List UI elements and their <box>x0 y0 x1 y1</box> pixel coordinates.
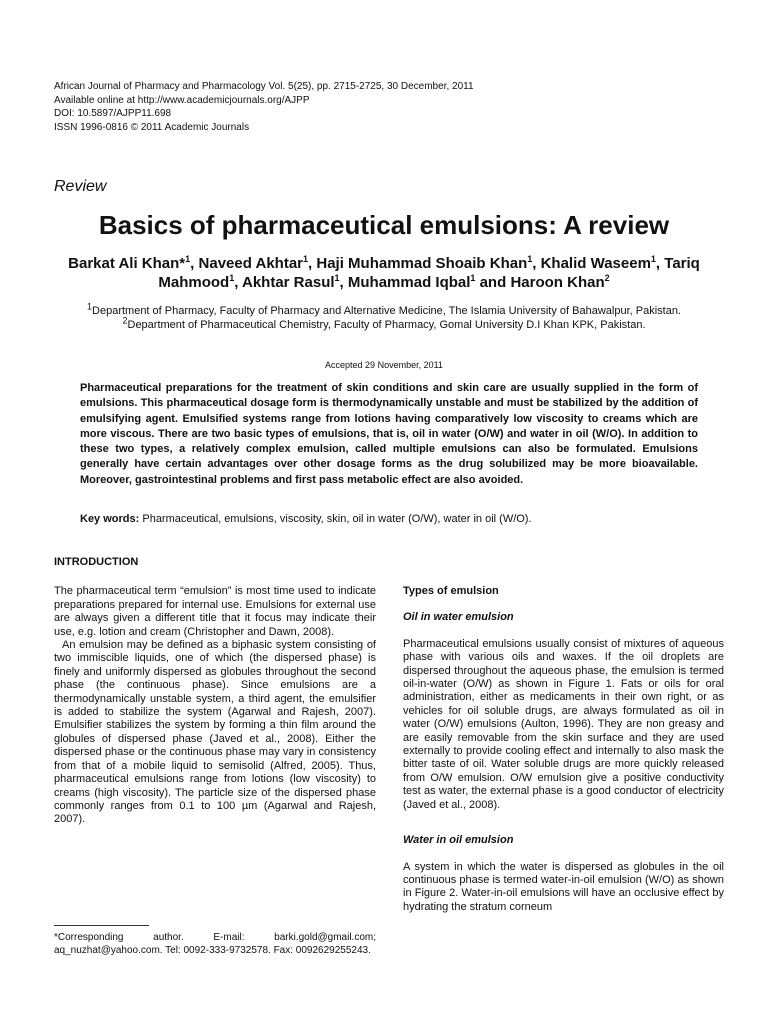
abstract: Pharmaceutical preparations for the treatment of skin conditions and skin care are usually supplied in the form of emulsions. This pharmaceutical dosage form is thermodynamically unstable and must be stabilized by the addition of emulsifying agent. Emulsified systems range from lotions having comparatively low viscosity to creams which are more viscous. There are two basic types of emulsions, that is, oil in water (O/W) and water in oil (W/O). In addition to these two types, a relatively complex emulsion, called multiple emulsions can also be formulated. Emulsions generally have certain advantages over other dosage forms as the drug solubilized may be more bioavailable. Moreover, gastrointestinal problems and first pass metabolic effect are also avoided. <box>80 382 698 486</box>
keywords <box>80 512 698 526</box>
author-affil-sup: 1 <box>185 254 191 264</box>
journal-doi: DOI: 10.5897/AJPP11.698 <box>54 108 172 119</box>
journal-availability: Available online at http://www.academicjournals.org/AJPP <box>54 94 310 106</box>
left-column <box>54 556 376 827</box>
journal-citation: African Journal of Pharmacy and Pharmacology Vol. 5(25), pp. 2715-2725, 30 December, 2011 <box>54 81 474 92</box>
author-name: Muhammad Iqbal <box>347 274 471 291</box>
affiliation-2 <box>70 315 698 332</box>
author-affil-sup: 1 <box>527 254 533 264</box>
affiliation-1 <box>70 301 698 318</box>
accepted-date: Accepted 29 November, 2011 <box>325 360 443 370</box>
types-heading: Types of emulsion <box>403 585 499 597</box>
affiliation-sup: 2 <box>122 315 128 326</box>
author-affil-sup: 1 <box>334 273 340 283</box>
journal-issn: ISSN 1996-0816 © 2011 Academic Journals <box>54 121 250 133</box>
wo-paragraph: A system in which the water is dispersed as globules in the oil continuous phase is termed water-in-oil emulsion (W/O) as shown in Figure 2. Water-in-oil emulsions will have an occlusive effect by hydrating the stratum corneum <box>403 860 724 913</box>
author-name: Naveed Akhtar <box>198 255 304 272</box>
affiliation-text: Department of Pharmaceutical Chemistry, Faculty of Pharmacy, Gomal University D.I Khan KPK, Pakistan. <box>127 319 646 331</box>
journal-header <box>54 80 714 134</box>
keywords-text: Pharmaceutical, emulsions, viscosity, skin, oil in water (O/W), water in oil (W/O). <box>142 513 532 525</box>
author-name: Tariq Mahmood <box>158 255 700 291</box>
author-list: Barkat Ali Khan*$^1$, Naveed Akhtar$^1$, Haji Muhammad Shoaib Khan$^1$, Khalid Waseem$^1$, Tariq Mahmood$^1$, Akhtar Rasul$^1$, Muhammad Iqbal$^1$ and Haroon Khan$^2$ <box>68 254 700 291</box>
author-name: Akhtar Rasul <box>242 274 335 291</box>
affiliations <box>70 301 698 332</box>
author-affil-sup: 1 <box>650 254 656 264</box>
corresponding-author-footnote: *Corresponding author. E-mail: barki.gold@gmail.com; aq_nuzhat@yahoo.com. Tel: 0092-333-9732578. Fax: 0092629255243. <box>54 932 376 956</box>
affiliation-sup: 1 <box>87 301 93 312</box>
keywords-label: Key words: <box>80 513 140 525</box>
author-name: Haji Muhammad Shoaib Khan <box>316 255 528 272</box>
article-type-label: Review <box>54 178 107 195</box>
author-affil-sup: 1 <box>470 273 476 283</box>
intro-paragraph-2: An emulsion may be defined as a biphasic system consisting of two immiscible liquids, one of which (the dispersed phase) is finely and uniformly dispersed as globules throughout the second phase (the continuous phase). Since emulsions are a thermodynamically unstable system, a third agent, the emulsifier is added to stabilize the system (Agarwal and Rajesh, 2007). Emulsifier stabilizes the system by forming a thin film around the globules of dispersed phase (Javed et al., 2008). Either the dispersed phase or the continuous phase may vary in consistency from that of a mobile liquid to semisolid (Alfred, 2005). Thus, pharmaceutical emulsions range from lotions (low viscosity) to creams (high viscosity). The particle size of the dispersed phase commonly ranges from 0.1 to 100 µm (Agarwal and Rajesh, 2007). <box>54 639 376 826</box>
intro-paragraph-1: The pharmaceutical term “emulsion” is most time used to indicate preparations prepared for internal use. Emulsions for external use are always given a different title that it focus may indicate their use, e.g. lotion and cream (Christopher and Dawn, 2008). <box>54 585 376 638</box>
ow-paragraph: Pharmaceutical emulsions usually consist of mixtures of aqueous phase with various oils and waxes. If the oil droplets are dispersed throughout the aqueous phase, the emulsion is termed oil-in-water (O/W) as shown in Figure 1. Fats or oils for oral administration, either as medicaments in their own right, or as vehicles for oil soluble drugs, are always formulated as oil in water (O/W) emulsions (Aulton, 1996). They are non greasy and are easily removable from the skin surface and they are used externally to provide cooling effect and internally to also mask the bitter taste of oil. Water soluble drugs are more quickly released from O/W emulsion. O/W emulsion give a positive conductivity test as water, the external phase is a good conductor of electricity (Javed et al., 2008). <box>403 637 724 811</box>
author-affil-sup: 2 <box>604 273 610 283</box>
author-name: Khalid Waseem <box>540 255 651 272</box>
ow-heading: Oil in water emulsion <box>403 611 514 624</box>
author-affil-sup: 1 <box>229 273 235 283</box>
paper-title: Basics of pharmaceutical emulsions: A review <box>98 210 670 240</box>
author-name: Barkat Ali Khan* <box>68 255 186 272</box>
author-name: Haroon Khan <box>510 274 605 291</box>
affiliation-text: Department of Pharmacy, Faculty of Pharmacy and Alternative Medicine, The Islamia University of Bahawalpur, Pakistan. <box>92 305 681 317</box>
footnote-divider <box>54 925 149 926</box>
author-affil-sup: 1 <box>303 254 309 264</box>
right-column <box>403 585 724 914</box>
wo-heading: Water in oil emulsion <box>403 834 514 847</box>
introduction-heading: INTRODUCTION <box>54 556 139 568</box>
